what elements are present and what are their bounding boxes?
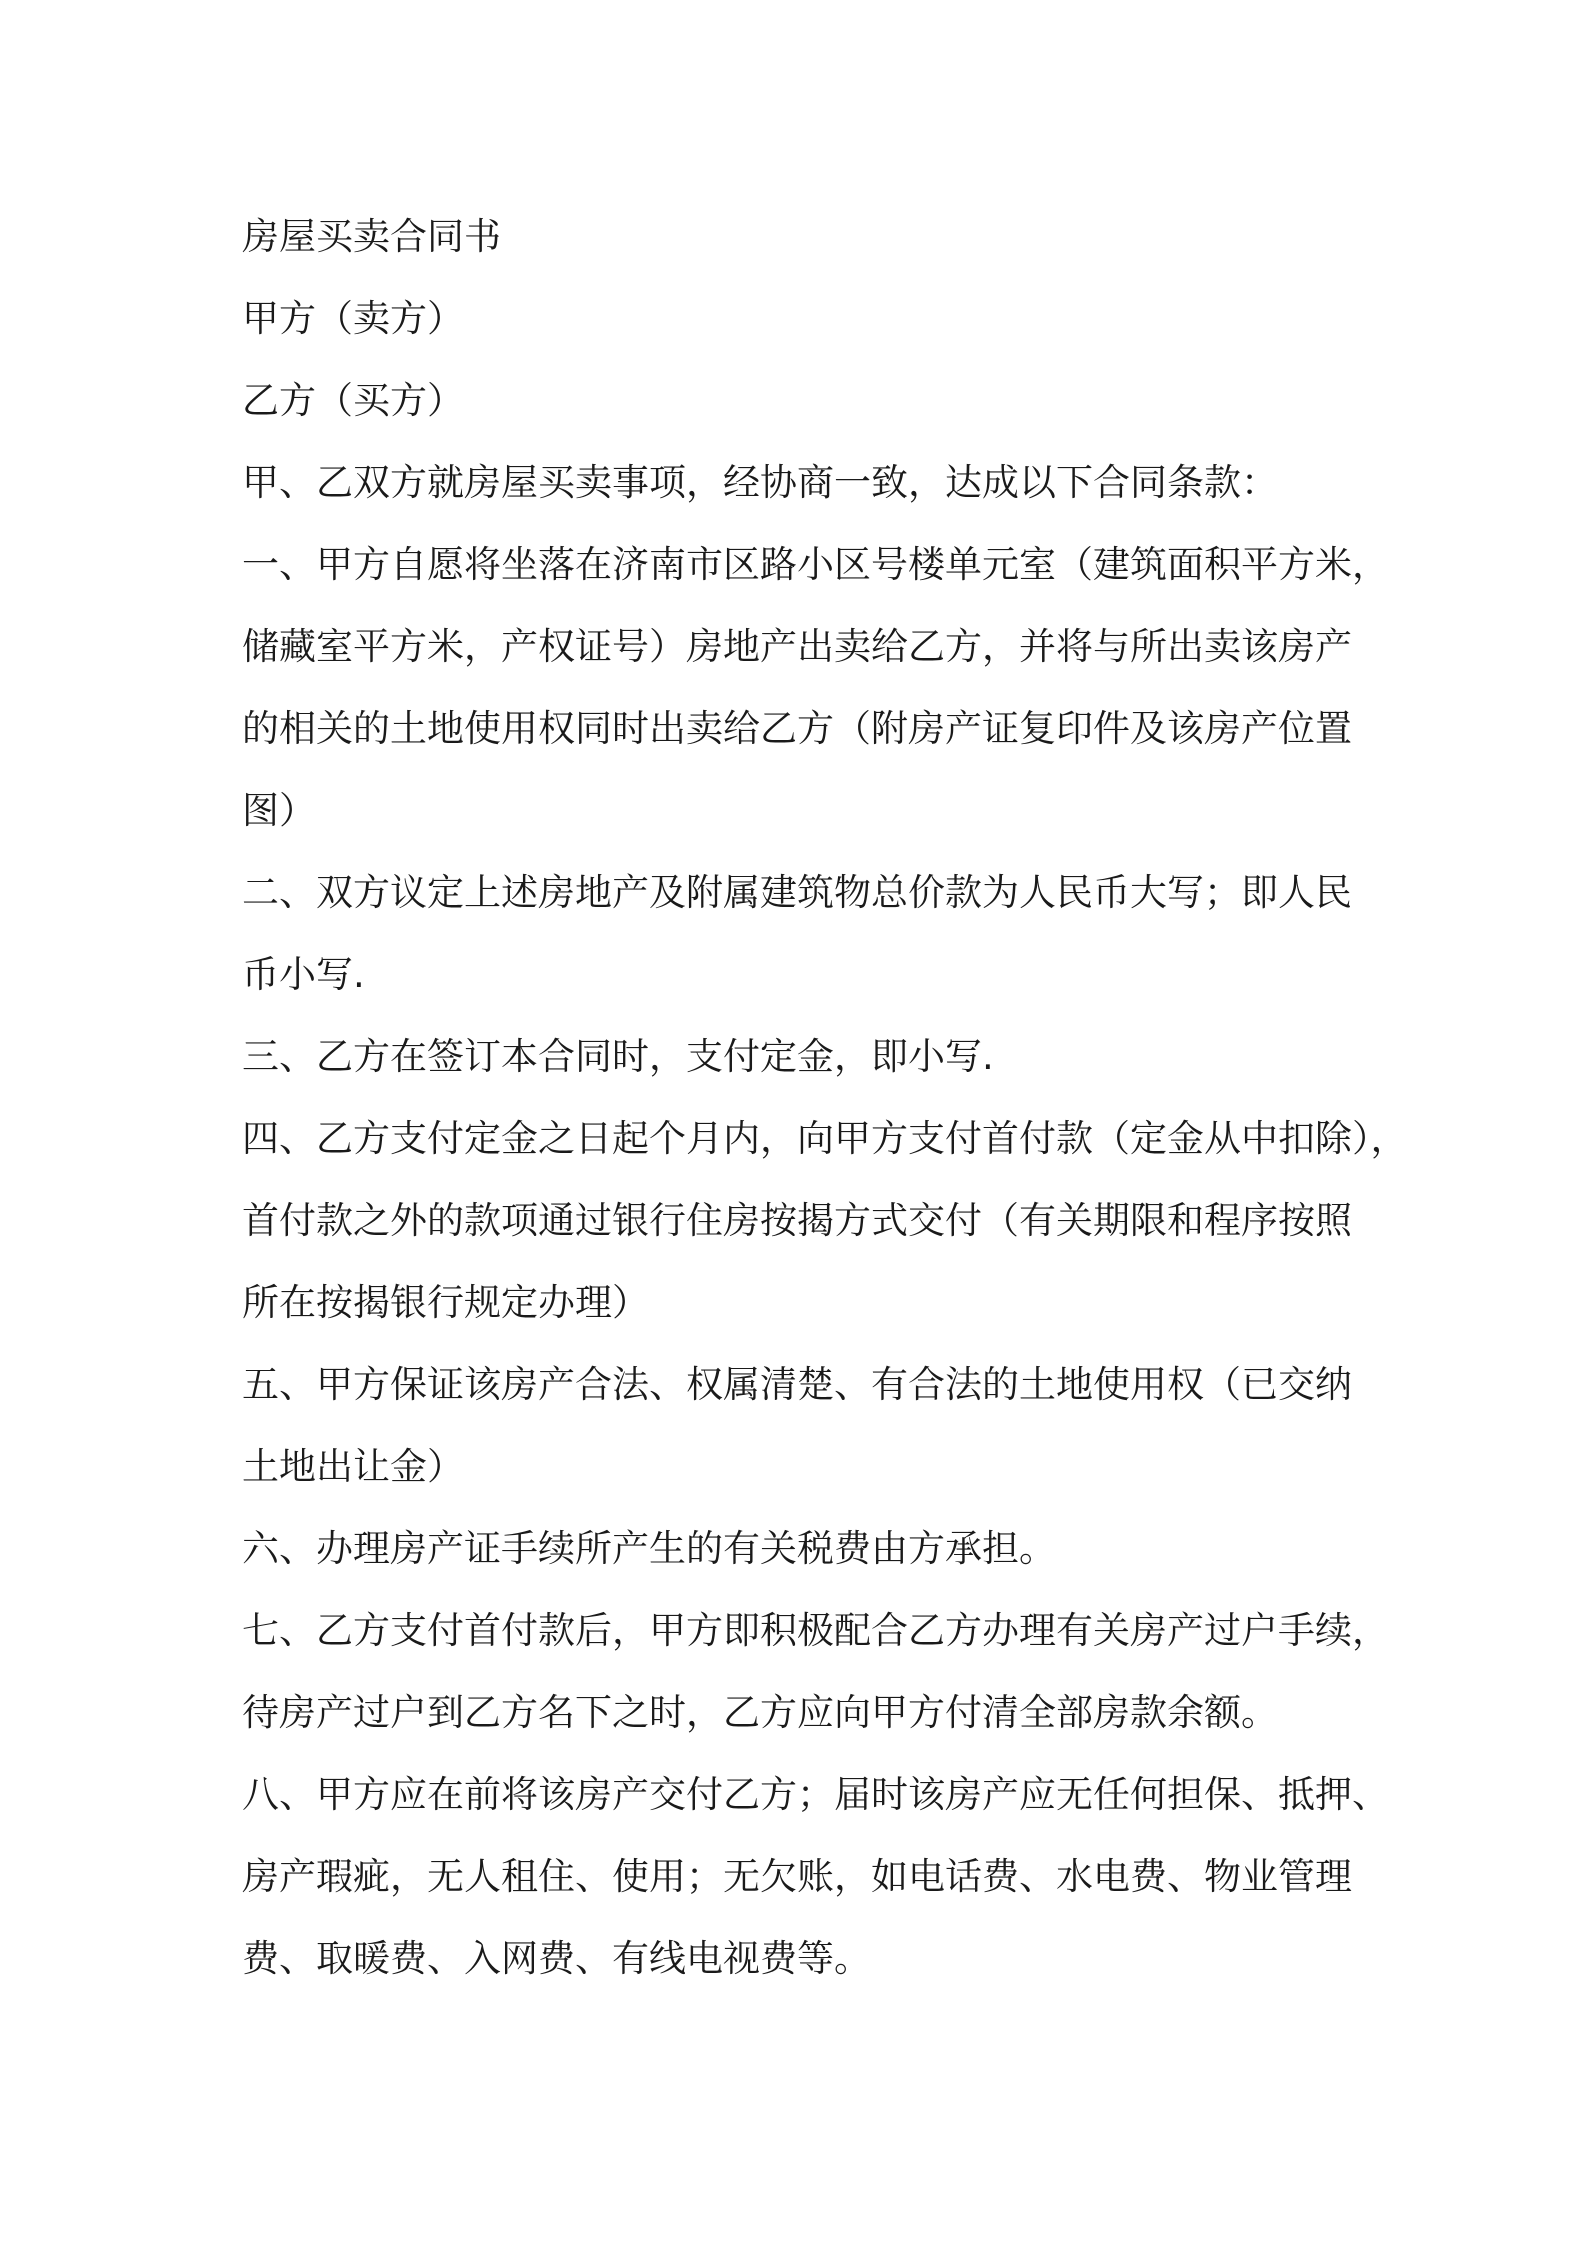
text-line: 八、甲方应在前将该房产交付乙方；届时该房产应无任何担保、抵押、 <box>242 1773 1389 1816</box>
text-line: 甲方（卖方） <box>242 297 464 340</box>
text-line: 储藏室平方米，产权证号）房地产出卖给乙方，并将与所出卖该房产 <box>242 625 1352 668</box>
text-line: 六、办理房产证手续所产生的有关税费由方承担。 <box>242 1527 1056 1570</box>
text-line: 甲、乙双方就房屋买卖事项，经协商一致，达成以下合同条款： <box>242 461 1278 504</box>
text-line: 三、乙方在签订本合同时，支付定金，即小写. <box>242 1035 994 1078</box>
text-line: 土地出让金） <box>242 1445 464 1488</box>
text-line: 一、甲方自愿将坐落在济南市区路小区号楼单元室（建筑面积平方米， <box>242 543 1389 586</box>
text-line: 费、取暖费、入网费、有线电视费等。 <box>242 1937 871 1980</box>
text-line: 四、乙方支付定金之日起个月内，向甲方支付首付款（定金从中扣除）， <box>242 1117 1408 1160</box>
text-line: 待房产过户到乙方名下之时，乙方应向甲方付清全部房款余额。 <box>242 1691 1278 1734</box>
text-line: 房产瑕疵，无人租住、使用；无欠账，如电话费、水电费、物业管理 <box>242 1855 1352 1898</box>
document-page <box>242 196 1408 2000</box>
text-line: 的相关的土地使用权同时出卖给乙方（附房产证复印件及该房产位置 <box>242 707 1352 750</box>
text-line: 所在按揭银行规定办理） <box>242 1281 649 1324</box>
text-line: 二、双方议定上述房地产及附属建筑物总价款为人民币大写；即人民 <box>242 871 1352 914</box>
text-line: 图） <box>242 789 316 832</box>
document-title: 房屋买卖合同书 <box>242 215 501 258</box>
text-line: 乙方（买方） <box>242 379 464 422</box>
text-line: 币小写. <box>242 953 365 996</box>
text-line: 五、甲方保证该房产合法、权属清楚、有合法的土地使用权（已交纳 <box>242 1363 1352 1406</box>
text-line: 七、乙方支付首付款后，甲方即积极配合乙方办理有关房产过户手续， <box>242 1609 1389 1652</box>
text-line: 首付款之外的款项通过银行住房按揭方式交付（有关期限和程序按照 <box>242 1199 1352 1242</box>
